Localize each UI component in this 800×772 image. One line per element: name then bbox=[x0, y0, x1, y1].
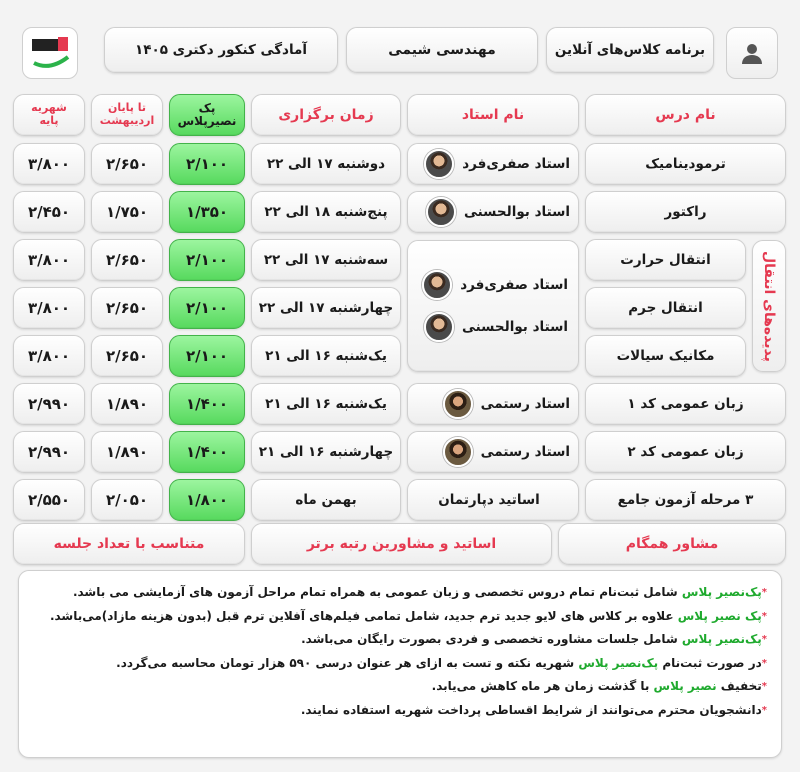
notes-list bbox=[33, 581, 767, 722]
time-cell: سه‌شنبه ۱۷ الی ۲۲ bbox=[251, 239, 401, 281]
plus-price-cell: ۲/۱۰۰ bbox=[169, 143, 245, 185]
base-price-cell: ۲/۵۵۰ bbox=[13, 479, 85, 521]
course-cell: ترمودینامیک bbox=[585, 143, 786, 185]
course-cell: زبان عمومی کد ۱ bbox=[585, 383, 786, 425]
header-title: برنامه کلاس‌های آنلاین bbox=[546, 27, 714, 73]
plus-price-cell: ۱/۳۵۰ bbox=[169, 191, 245, 233]
time-cell: بهمن ماه bbox=[251, 479, 401, 521]
advisor-price-cell: متناسب با تعداد جلسه bbox=[13, 523, 245, 565]
teacher-photo-icon bbox=[424, 149, 454, 179]
note-line: *در صورت ثبت‌نام پک‌نصیر پلاس شهریه نکته و تست به ازای هر عنوان درسی ۵۹۰ هزار تومان محاسبه می‌گردد. bbox=[116, 655, 767, 670]
base-price-cell: ۲/۴۵۰ bbox=[13, 191, 85, 233]
time-cell: پنج‌شنبه ۱۸ الی ۲۲ bbox=[251, 191, 401, 233]
user-icon[interactable] bbox=[726, 27, 778, 79]
teacher-photo-icon bbox=[424, 312, 454, 342]
header-subtitle: آمادگی کنکور دکتری ۱۴۰۵ bbox=[104, 27, 338, 73]
teacher-photo-icon bbox=[443, 389, 473, 419]
note-star-icon: * bbox=[761, 704, 767, 716]
teacher-photo-icon bbox=[426, 197, 456, 227]
side-group-label: پدیده‌های انتقال bbox=[752, 240, 786, 372]
note-line: *پک‌نصیر پلاس شامل جلسات مشاوره تخصصی و فردی بصورت رایگان می‌باشد. bbox=[301, 632, 767, 646]
teacher-photo-icon bbox=[422, 270, 452, 300]
plus-price-cell: ۱/۴۰۰ bbox=[169, 431, 245, 473]
teacher-name: اساتید دپارتمان bbox=[438, 492, 540, 508]
teacher-cell bbox=[407, 383, 579, 425]
teacher-name: استاد صفری‌فرد bbox=[462, 156, 570, 172]
course-cell: انتقال جرم bbox=[585, 287, 746, 329]
advisor-teachers-cell: اساتید و مشاورین رتبه برتر bbox=[251, 523, 552, 565]
base-price-cell: ۳/۸۰۰ bbox=[13, 287, 85, 329]
time-cell: یک‌شنبه ۱۶ الی ۲۱ bbox=[251, 335, 401, 377]
time-cell: چهارشنبه ۱۷ الی ۲۲ bbox=[251, 287, 401, 329]
merged-teacher-2: استاد بوالحسنی bbox=[424, 312, 568, 342]
teacher-photo-icon bbox=[443, 437, 473, 467]
until-price-cell: ۲/۰۵۰ bbox=[91, 479, 163, 521]
teacher-name: استاد بوالحسنی bbox=[464, 204, 570, 220]
base-price-cell: ۲/۹۹۰ bbox=[13, 383, 85, 425]
advisor-cell: مشاور همگام bbox=[558, 523, 786, 565]
teacher-cell bbox=[407, 143, 579, 185]
until-price-cell: ۲/۶۵۰ bbox=[91, 287, 163, 329]
plus-price-cell: ۲/۱۰۰ bbox=[169, 335, 245, 377]
course-cell: زبان عمومی کد ۲ bbox=[585, 431, 786, 473]
teacher-name: استاد رستمی bbox=[480, 444, 570, 460]
until-price-cell: ۱/۸۹۰ bbox=[91, 431, 163, 473]
plus-price-cell: ۲/۱۰۰ bbox=[169, 287, 245, 329]
until-price-cell: ۱/۸۹۰ bbox=[91, 383, 163, 425]
teacher-cell bbox=[407, 431, 579, 473]
col-header-plus: پک نصیرپلاس bbox=[169, 94, 245, 136]
col-header-base: شهریه پایه bbox=[13, 94, 85, 136]
note-star-icon: * bbox=[761, 681, 767, 692]
base-price-cell: ۳/۸۰۰ bbox=[13, 143, 85, 185]
col-header-time: زمان برگزاری bbox=[251, 94, 401, 136]
plus-price-cell: ۱/۴۰۰ bbox=[169, 383, 245, 425]
plus-price-cell: ۱/۸۰۰ bbox=[169, 479, 245, 521]
col-header-until: تا پایان اردیبهشت bbox=[91, 94, 163, 136]
brand-logo bbox=[22, 27, 78, 79]
note-star-icon: * bbox=[761, 634, 767, 645]
header-subject: مهندسی شیمی bbox=[346, 27, 538, 73]
time-cell: دوشنبه ۱۷ الی ۲۲ bbox=[251, 143, 401, 185]
plus-price-cell: ۲/۱۰۰ bbox=[169, 239, 245, 281]
note-star-icon: * bbox=[761, 657, 767, 669]
until-price-cell: ۲/۶۵۰ bbox=[91, 143, 163, 185]
col-header-teacher: نام استاد bbox=[407, 94, 579, 136]
col-header-course: نام درس bbox=[585, 94, 786, 136]
note-line: *تخفیف نصیر پلاس با گذشت زمان هر ماه کاهش می‌یابد. bbox=[431, 679, 767, 693]
base-price-cell: ۳/۸۰۰ bbox=[13, 335, 85, 377]
note-line: *دانشجویان محترم می‌توانند از شرایط اقساطی پرداخت شهریه استفاده نمایند. bbox=[300, 702, 767, 717]
course-cell: مکانیک سیالات bbox=[585, 335, 746, 377]
base-price-cell: ۳/۸۰۰ bbox=[13, 239, 85, 281]
until-price-cell: ۲/۶۵۰ bbox=[91, 335, 163, 377]
teacher-cell bbox=[407, 191, 579, 233]
until-price-cell: ۲/۶۵۰ bbox=[91, 239, 163, 281]
time-cell: یک‌شنبه ۱۶ الی ۲۱ bbox=[251, 383, 401, 425]
notes-box bbox=[18, 570, 782, 758]
teacher-name: استاد رستمی bbox=[480, 396, 570, 412]
note-star-icon: * bbox=[761, 610, 767, 622]
note-line: *پک نصیر پلاس علاوه بر کلاس های لایو جدید ترم جدید، شامل تمامی فیلم‌های آفلاین ترم قبل (بدون هزینه مازاد)می‌باشد. bbox=[49, 608, 767, 623]
course-cell: انتقال حرارت bbox=[585, 239, 746, 281]
course-cell: ۳ مرحله آزمون جامع bbox=[585, 479, 786, 521]
note-star-icon: * bbox=[761, 587, 767, 598]
merged-teacher-1: استاد صفری‌فرد bbox=[422, 270, 568, 300]
course-cell: راکتور bbox=[585, 191, 786, 233]
time-cell: چهارشنبه ۱۶ الی ۲۱ bbox=[251, 431, 401, 473]
teacher-cell bbox=[407, 479, 579, 521]
merged-teacher-box bbox=[407, 240, 579, 372]
base-price-cell: ۲/۹۹۰ bbox=[13, 431, 85, 473]
note-line: *پک‌نصیر پلاس شامل ثبت‌نام تمام دروس تخصصی و زبان عمومی به همراه تمام مراحل آزمون های آزمایشی می باشد. bbox=[72, 585, 767, 599]
until-price-cell: ۱/۷۵۰ bbox=[91, 191, 163, 233]
